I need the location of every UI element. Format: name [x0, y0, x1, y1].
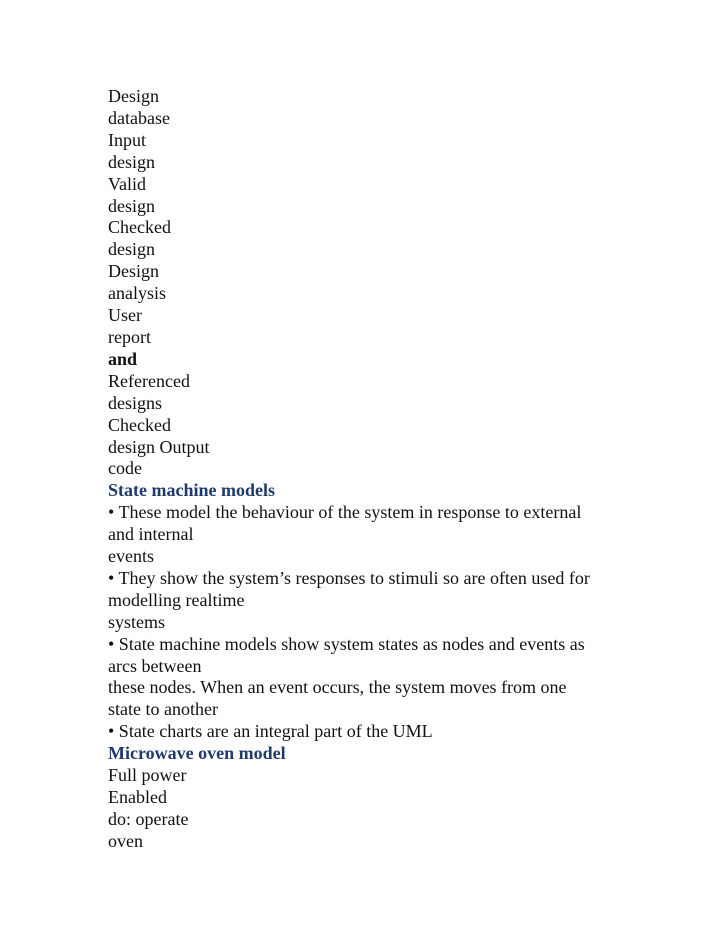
diagram-label: Design — [108, 86, 159, 106]
diagram-label: design Output — [108, 436, 210, 457]
diagram-label: report — [108, 326, 151, 347]
diagram-label: design — [108, 195, 155, 216]
section-heading-microwave: Microwave oven model — [108, 743, 286, 764]
section-heading-state-machine: State machine models — [108, 480, 275, 501]
body-line: Full power — [108, 765, 187, 786]
body-line: events — [108, 546, 154, 567]
diagram-label: Input — [108, 129, 146, 150]
diagram-label-list — [108, 86, 668, 349]
body-line: • State charts are an integral part of the UML — [108, 721, 433, 742]
body-line: state to another — [108, 699, 218, 720]
body-line: • They show the system’s responses to stimuli so are often used for — [108, 567, 590, 588]
body-line: • These model the behaviour of the system in response to external — [108, 502, 582, 523]
connector-word: and — [108, 348, 138, 369]
diagram-label: database — [108, 107, 170, 128]
diagram-label: User — [108, 305, 142, 326]
state-machine-body — [108, 502, 668, 743]
diagram-label: Referenced — [108, 370, 190, 391]
body-line: systems — [108, 611, 166, 632]
body-line: oven — [108, 830, 143, 851]
body-line: and internal — [108, 524, 194, 545]
body-line: modelling realtime — [108, 589, 245, 610]
body-line: these nodes. When an event occurs, the system moves from one — [108, 677, 567, 698]
body-line: arcs between — [108, 655, 202, 676]
body-line: • State machine models show system states as nodes and events as — [108, 633, 585, 654]
body-line: do: operate — [108, 808, 189, 829]
diagram-label: design — [108, 239, 155, 260]
body-line: Enabled — [108, 787, 167, 807]
document-page — [108, 86, 668, 853]
diagram-label: designs — [108, 392, 162, 413]
diagram-label: Checked — [108, 414, 171, 435]
diagram-label: code — [108, 458, 142, 479]
microwave-body — [108, 765, 668, 853]
diagram-label: Design — [108, 261, 159, 282]
diagram-label-list-2 — [108, 371, 668, 481]
diagram-label: Checked — [108, 217, 171, 238]
diagram-label: Valid — [108, 173, 146, 194]
diagram-label: design — [108, 151, 155, 172]
diagram-label: analysis — [108, 283, 166, 304]
